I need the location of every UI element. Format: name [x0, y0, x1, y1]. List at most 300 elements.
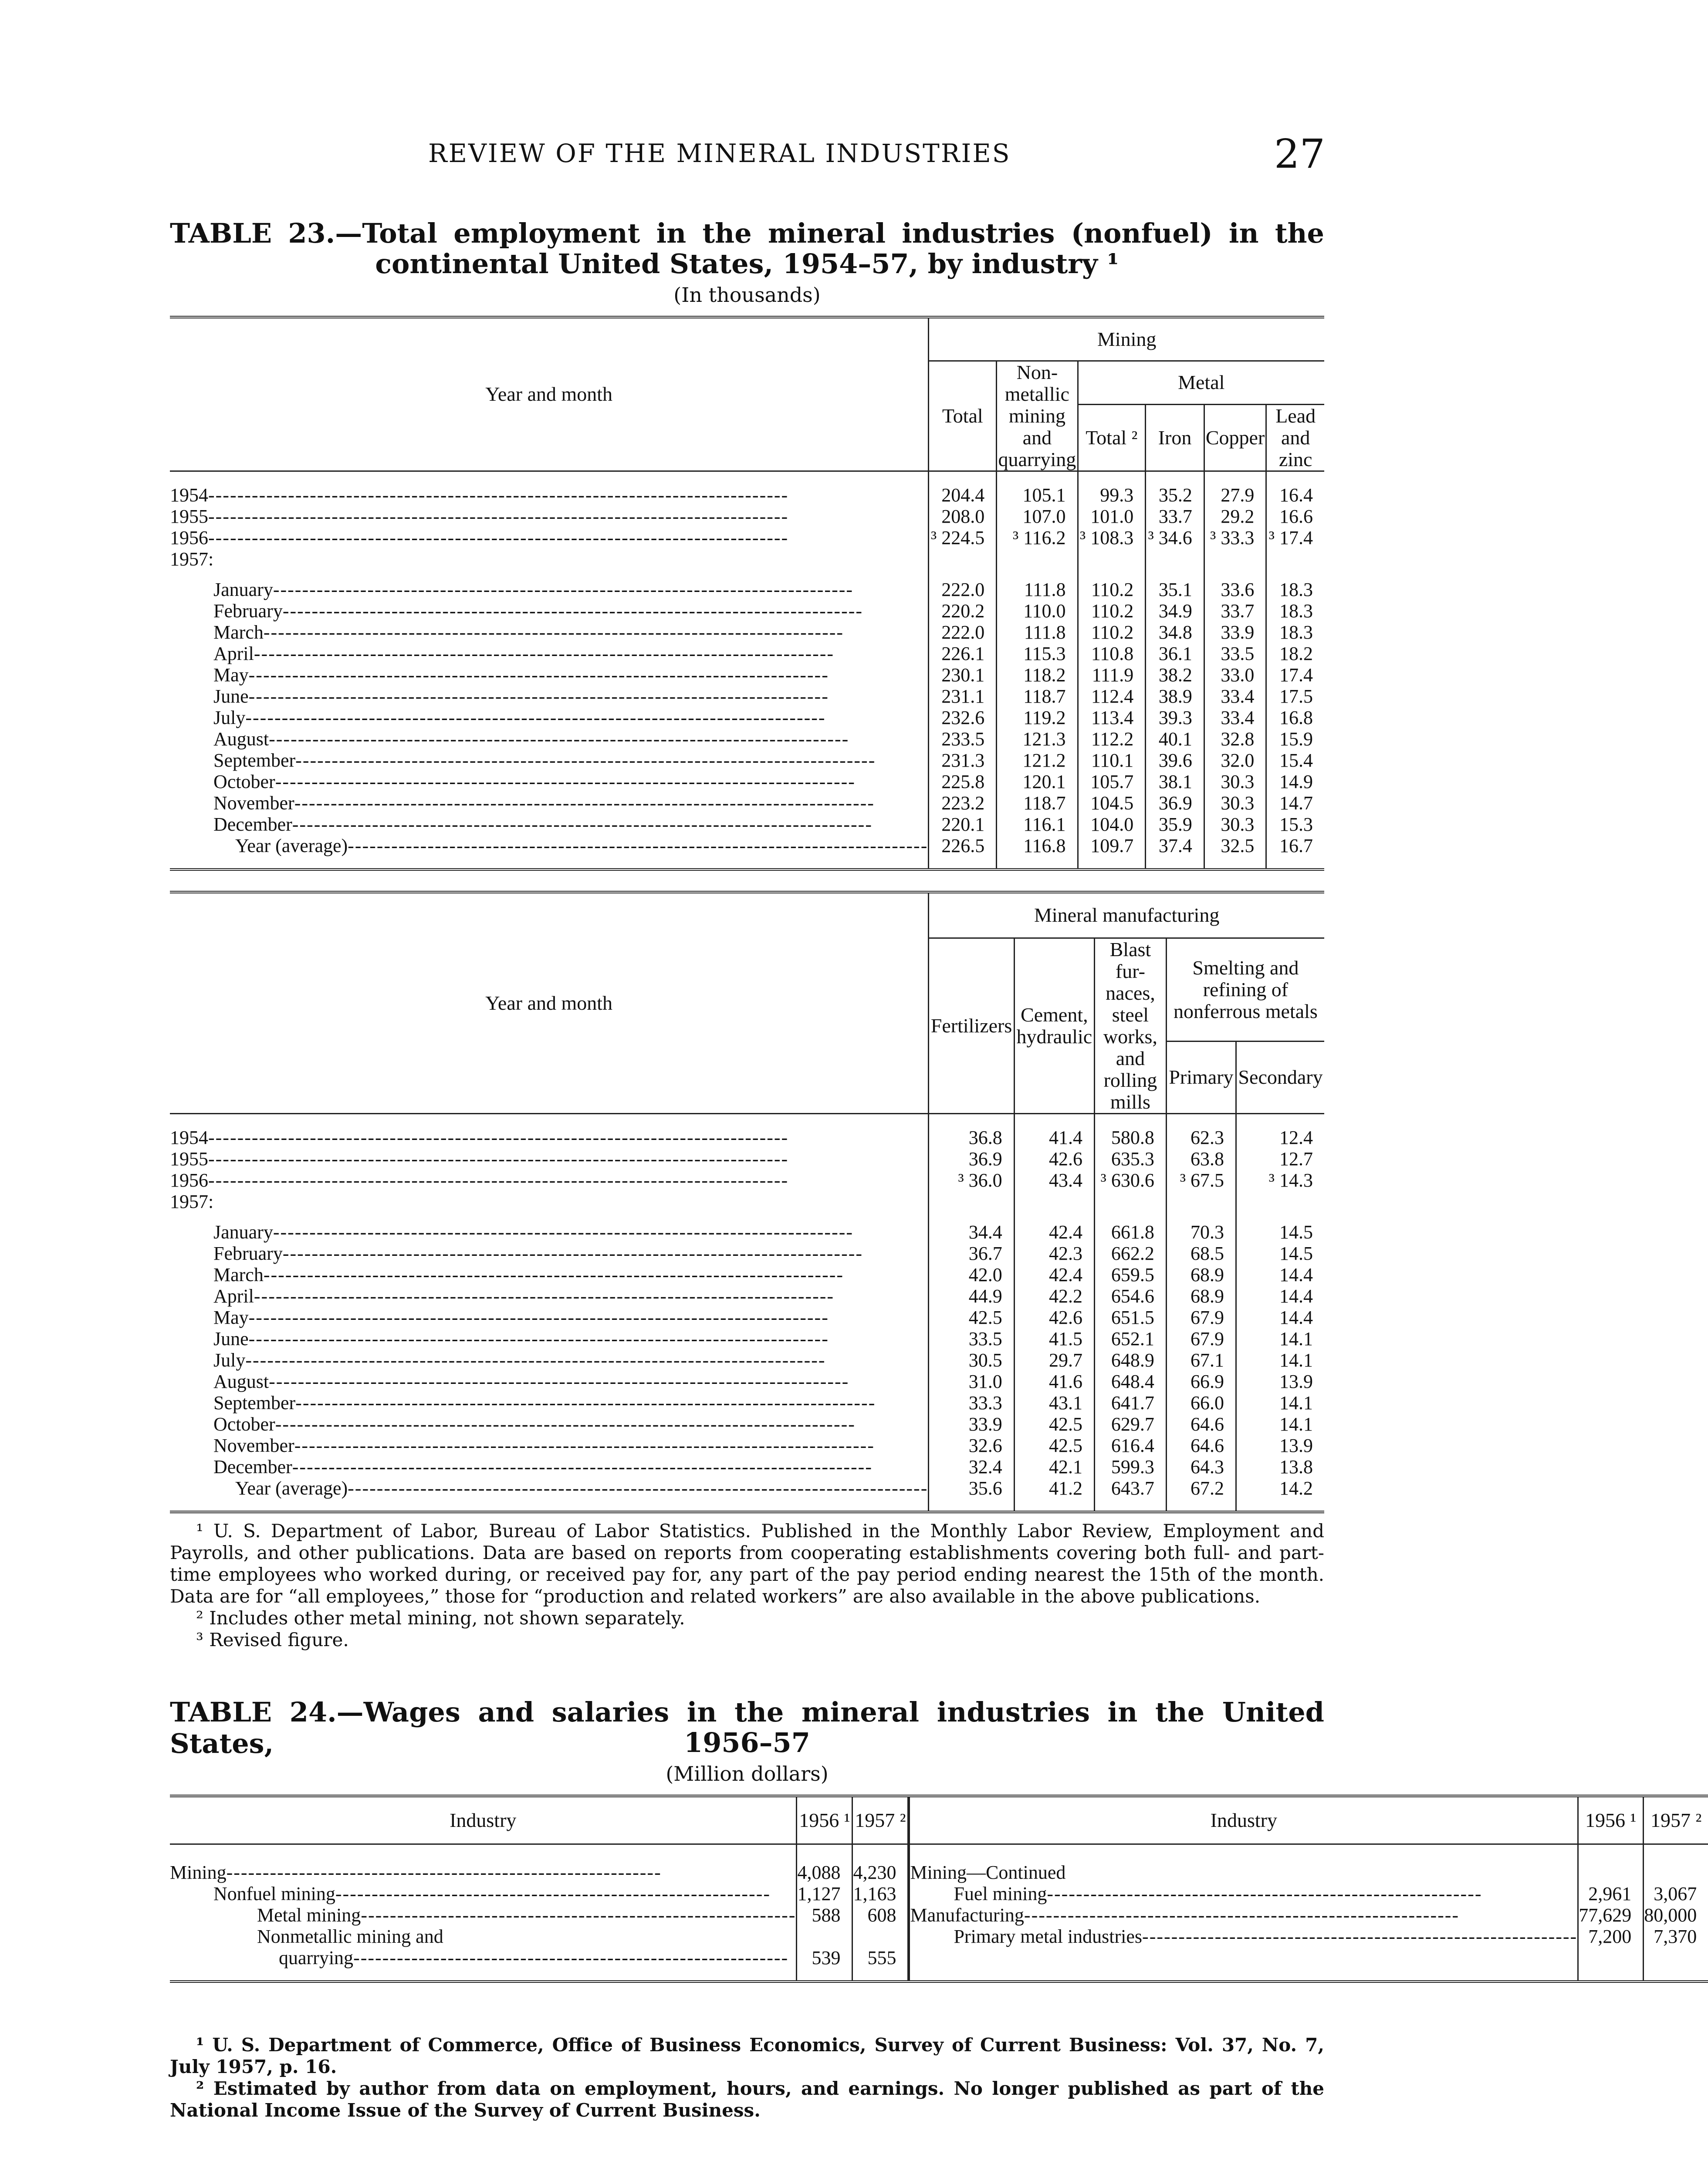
- part1-cell: 230.1: [929, 664, 997, 686]
- part2-cell: 41.5: [1014, 1328, 1094, 1349]
- part1-row-label: [170, 750, 929, 771]
- part1-row: [170, 471, 1324, 506]
- table24-footnotes: [170, 2034, 1324, 2121]
- part1-cell: 33.7: [1146, 506, 1204, 527]
- part1-cell: 16.8: [1266, 707, 1324, 728]
- part2-cell: 31.0: [929, 1371, 1014, 1392]
- part1-cell: 16.4: [1266, 471, 1324, 506]
- part2-row-label: [170, 1456, 929, 1478]
- t24-right-label: [910, 1926, 1578, 1947]
- part2-row: [170, 1349, 1324, 1371]
- part2-cell: 661.8: [1094, 1212, 1166, 1243]
- part1-row-label: [170, 771, 929, 792]
- part1-cell: 113.4: [1078, 707, 1146, 728]
- part2-row-label-text: November: [213, 1435, 294, 1456]
- col-fertilizers: Fertilizers: [929, 938, 1014, 1113]
- part2-cell: [1014, 1191, 1094, 1212]
- part1-cell: 112.2: [1078, 728, 1146, 750]
- dot-leader: --------------------------------------------------------------------------------: [254, 1285, 835, 1307]
- t24-right-value: 2,961: [1578, 1883, 1644, 1904]
- dot-leader: ------------------------------------------------------------: [1024, 1904, 1460, 1926]
- part1-row: [170, 600, 1324, 622]
- part2-cell: 654.6: [1094, 1285, 1166, 1307]
- part2-cell: 14.5: [1236, 1212, 1324, 1243]
- part1-cell: 118.7: [997, 686, 1078, 707]
- col-total: Total: [929, 361, 997, 471]
- part2-cell: 13.9: [1236, 1435, 1324, 1456]
- dot-leader: --------------------------------------------------------------------------------: [208, 1170, 789, 1191]
- part2-cell: 42.6: [1014, 1307, 1094, 1328]
- part1-cell: 232.6: [929, 707, 997, 728]
- part2-cell: 29.7: [1014, 1349, 1094, 1371]
- part1-row-label-text: October: [213, 771, 275, 792]
- t24-left-label-text: Nonfuel mining: [213, 1883, 335, 1904]
- part2-row-label-text: February: [213, 1243, 283, 1264]
- part2-cell: 14.4: [1236, 1264, 1324, 1285]
- part2-cell: ³ 67.5: [1166, 1170, 1236, 1191]
- part1-cell: 110.1: [1078, 750, 1146, 771]
- part1-cell: 16.6: [1266, 506, 1324, 527]
- part2-cell: 43.4: [1014, 1170, 1094, 1191]
- part2-row: [170, 1113, 1324, 1148]
- part1-row-label-text: November: [213, 792, 294, 814]
- part1-row-label-text: 1954: [170, 484, 208, 506]
- part1-cell: 35.2: [1146, 471, 1204, 506]
- dot-leader: --------------------------------------------------------------------------------: [292, 814, 873, 835]
- part2-row-label: [170, 1371, 929, 1392]
- part1-row-label-text: July: [213, 707, 246, 728]
- part2-row-label-text: Year (average): [235, 1478, 348, 1499]
- part2-row: [170, 1285, 1324, 1307]
- part1-cell: 107.0: [997, 506, 1078, 527]
- part1-cell: 226.5: [929, 835, 997, 856]
- part2-row-label-text: 1957:: [170, 1191, 214, 1212]
- dot-leader: --------------------------------------------------------------------------------: [348, 1478, 928, 1499]
- t24-right-value: 3,067: [1644, 1883, 1708, 1904]
- part2-row: [170, 1307, 1324, 1328]
- part1-cell: 112.4: [1078, 686, 1146, 707]
- part2-cell: 62.3: [1166, 1113, 1236, 1148]
- part1-row-label-text: August: [213, 728, 269, 750]
- part2-row-label: [170, 1349, 929, 1371]
- part2-row-label: [170, 1307, 929, 1328]
- dot-leader: --------------------------------------------------------------------------------: [295, 1392, 876, 1414]
- t24-right-label-text: Fuel mining: [954, 1883, 1047, 1904]
- part1-cell: 121.3: [997, 728, 1078, 750]
- part1-cell: 36.1: [1146, 643, 1204, 664]
- part1-cell: 99.3: [1078, 471, 1146, 506]
- part2-cell: 42.5: [1014, 1435, 1094, 1456]
- part1-row-label-text: 1956: [170, 527, 208, 548]
- part2-cell: 43.1: [1014, 1392, 1094, 1414]
- part1-cell: 35.9: [1146, 814, 1204, 835]
- part1-cell: [997, 548, 1078, 570]
- t24-right-value: [1644, 1844, 1708, 1883]
- dot-leader: --------------------------------------------------------------------------------: [208, 506, 789, 527]
- part2-cell: 42.4: [1014, 1212, 1094, 1243]
- t24-empty: [910, 1947, 1578, 1968]
- part1-cell: 116.1: [997, 814, 1078, 835]
- part2-cell: 659.5: [1094, 1264, 1166, 1285]
- dot-leader: ------------------------------------------------------------: [1142, 1926, 1578, 1947]
- t24-bottom-rule: [170, 1968, 1708, 1982]
- part2-cell: 652.1: [1094, 1328, 1166, 1349]
- t24-left-value: 1,163: [852, 1883, 908, 1904]
- part2-cell: [1094, 1191, 1166, 1212]
- part1-row-label: [170, 471, 929, 506]
- col-cement: Cement, hydraulic: [1014, 938, 1094, 1113]
- part1-cell: 226.1: [929, 643, 997, 664]
- part2-subgroup-smelting: Smelting and refining of nonferrous metals: [1166, 938, 1324, 1041]
- dot-leader: --------------------------------------------------------------------------------: [348, 835, 928, 856]
- part1-row-label-text: March: [213, 622, 264, 643]
- part2-cell: 662.2: [1094, 1243, 1166, 1264]
- part2-cell: 42.0: [929, 1264, 1014, 1285]
- dot-leader: --------------------------------------------------------------------------------: [245, 1349, 826, 1371]
- part2-row-label: [170, 1170, 929, 1191]
- part2-row-label-text: December: [213, 1456, 292, 1478]
- part1-cell: [1078, 548, 1146, 570]
- part2-cell: 32.4: [929, 1456, 1014, 1478]
- part1-row: [170, 686, 1324, 707]
- part1-row-label-text: April: [213, 643, 254, 664]
- part1-cell: 27.9: [1204, 471, 1266, 506]
- part1-row-label: [170, 814, 929, 835]
- t24-left-label: [170, 1947, 797, 1968]
- t24-left-value: 539: [797, 1947, 852, 1968]
- page-number: 27: [1274, 131, 1325, 177]
- part1-row: [170, 527, 1324, 548]
- dot-leader: --------------------------------------------------------------------------------: [294, 792, 875, 814]
- part1-cell: 110.8: [1078, 643, 1146, 664]
- part1-cell: 115.3: [997, 643, 1078, 664]
- part1-row-label-text: June: [213, 686, 249, 707]
- part1-row-label-text: February: [213, 600, 283, 622]
- part1-row-label: [170, 835, 929, 856]
- part1-cell: [1204, 548, 1266, 570]
- part2-cell: 14.5: [1236, 1243, 1324, 1264]
- part2-cell: 651.5: [1094, 1307, 1166, 1328]
- part2-row: [170, 1264, 1324, 1285]
- part1-cell: 32.5: [1204, 835, 1266, 856]
- part2-row: [170, 1148, 1324, 1170]
- part1-cell: ³ 224.5: [929, 527, 997, 548]
- part1-cell: 39.6: [1146, 750, 1204, 771]
- part1-cell: 111.8: [997, 570, 1078, 600]
- part2-cell: ³ 630.6: [1094, 1170, 1166, 1191]
- part2-row-label-text: August: [213, 1371, 269, 1392]
- part2-cell: 33.9: [929, 1414, 1014, 1435]
- part2-cell: 33.3: [929, 1392, 1014, 1414]
- part2-row: [170, 1212, 1324, 1243]
- part2-cell: 67.2: [1166, 1478, 1236, 1499]
- part1-row-label: [170, 728, 929, 750]
- part1-cell: 15.3: [1266, 814, 1324, 835]
- t24-left-label-text: quarrying: [279, 1947, 354, 1968]
- part2-row-label-text: May: [213, 1307, 249, 1328]
- dot-leader: ------------------------------------------------------------: [361, 1904, 796, 1926]
- dot-leader: --------------------------------------------------------------------------------: [208, 527, 789, 548]
- part1-cell: 204.4: [929, 471, 997, 506]
- part1-stub-header: Year and month: [485, 383, 613, 406]
- part2-stub-header: Year and month: [485, 991, 613, 1014]
- col-lead-zinc: Lead and zinc: [1266, 404, 1324, 471]
- part2-row: [170, 1392, 1324, 1414]
- part1-row: [170, 622, 1324, 643]
- part1-row: [170, 664, 1324, 686]
- part1-row-label-text: Year (average): [235, 835, 348, 856]
- table23-footnote-2: ² Includes other metal mining, not shown separately.: [196, 1607, 685, 1629]
- part1-cell: 18.2: [1266, 643, 1324, 664]
- part2-cell: 36.7: [929, 1243, 1014, 1264]
- part2-cell: 42.1: [1014, 1456, 1094, 1478]
- part2-row: [170, 1243, 1324, 1264]
- part2-cell: 616.4: [1094, 1435, 1166, 1456]
- part2-row-label: [170, 1435, 929, 1456]
- running-title: REVIEW OF THE MINERAL INDUSTRIES: [428, 139, 1011, 168]
- t24-left-label-text: Mining: [170, 1862, 227, 1883]
- part1-cell: 34.9: [1146, 600, 1204, 622]
- part2-cell: 13.9: [1236, 1371, 1324, 1392]
- part1-cell: 105.7: [1078, 771, 1146, 792]
- part2-cell: 67.1: [1166, 1349, 1236, 1371]
- part1-cell: 231.1: [929, 686, 997, 707]
- part2-row-label-text: April: [213, 1285, 254, 1307]
- part2-cell: 41.2: [1014, 1478, 1094, 1499]
- t24-row: [170, 1947, 1708, 1968]
- part1-cell: ³ 34.6: [1146, 527, 1204, 548]
- part1-cell: 18.3: [1266, 600, 1324, 622]
- part2-cell: 68.5: [1166, 1243, 1236, 1264]
- col-metal-total: Total ²: [1078, 404, 1146, 471]
- part1-cell: 32.0: [1204, 750, 1266, 771]
- part1-row-label: [170, 506, 929, 527]
- t24-left-value: 588: [797, 1904, 852, 1926]
- table24-caption-line1: TABLE 24.—Wages and salaries in the mineral industries in the United States,: [170, 1696, 1324, 1759]
- part1-cell: ³ 17.4: [1266, 527, 1324, 548]
- t24-right-industry-header: Industry: [1210, 1809, 1277, 1831]
- part1-cell: [929, 548, 997, 570]
- dot-leader: --------------------------------------------------------------------------------: [248, 686, 829, 707]
- dot-leader: --------------------------------------------------------------------------------: [208, 1127, 789, 1148]
- part1-cell: 38.1: [1146, 771, 1204, 792]
- part1-cell: 39.3: [1146, 707, 1204, 728]
- part2-row-label: [170, 1191, 929, 1212]
- col-copper: Copper: [1204, 404, 1266, 471]
- part1-cell: 38.9: [1146, 686, 1204, 707]
- dot-leader: --------------------------------------------------------------------------------: [248, 1307, 829, 1328]
- part2-row-label-text: 1955: [170, 1148, 208, 1170]
- part2-cell: 42.5: [1014, 1414, 1094, 1435]
- t24-left-value: [852, 1926, 908, 1947]
- part1-row: [170, 728, 1324, 750]
- part1-cell: 111.8: [997, 622, 1078, 643]
- part1-cell: 233.5: [929, 728, 997, 750]
- part1-row-label-text: May: [213, 664, 249, 686]
- part1-cell: 110.0: [997, 600, 1078, 622]
- part2-cell: 35.6: [929, 1478, 1014, 1499]
- part2-row-label: [170, 1212, 929, 1243]
- t24-row: [170, 1844, 1708, 1883]
- part2-cell: 641.7: [1094, 1392, 1166, 1414]
- t24-left-label: [170, 1844, 797, 1883]
- part2-row-label-text: January: [213, 1221, 273, 1243]
- t24-right-value: [1578, 1844, 1644, 1883]
- dot-leader: --------------------------------------------------------------------------------: [263, 622, 844, 643]
- part1-row: [170, 570, 1324, 600]
- part1-cell: 29.2: [1204, 506, 1266, 527]
- part1-cell: 32.8: [1204, 728, 1266, 750]
- part1-cell: 101.0: [1078, 506, 1146, 527]
- part1-group-mining: Mining: [929, 317, 1324, 361]
- part1-row-label-text: 1957:: [170, 548, 214, 570]
- part2-row-label: [170, 1478, 929, 1499]
- part1-cell: 121.2: [997, 750, 1078, 771]
- part2-row-label: [170, 1113, 929, 1148]
- part1-subgroup-metal: Metal: [1078, 361, 1324, 404]
- table24-footnote-2: ² Estimated by author from data on employment, hours, and earnings. No longer published as part of the National Income Issue of the Survey of Current Business.: [170, 2078, 1324, 2121]
- part1-row: [170, 792, 1324, 814]
- part2-row-label-text: 1954: [170, 1127, 208, 1148]
- part1-cell: 223.2: [929, 792, 997, 814]
- t24-right-value: 77,629: [1578, 1904, 1644, 1926]
- table24-unit: (Million dollars): [666, 1762, 829, 1786]
- table23-unit: (In thousands): [673, 283, 821, 307]
- part2-row-label: [170, 1264, 929, 1285]
- part2-bottom-rule: [170, 1499, 1324, 1512]
- part1-cell: 33.9: [1204, 622, 1266, 643]
- part1-cell: 104.5: [1078, 792, 1146, 814]
- part2-row-label-text: 1956: [170, 1170, 208, 1191]
- part1-cell: ³ 116.2: [997, 527, 1078, 548]
- dot-leader: --------------------------------------------------------------------------------: [294, 1435, 875, 1456]
- part1-cell: 17.5: [1266, 686, 1324, 707]
- dot-leader: --------------------------------------------------------------------------------: [208, 484, 789, 506]
- part1-cell: 35.1: [1146, 570, 1204, 600]
- t24-right-label-text: Primary metal industries: [954, 1926, 1143, 1947]
- part2-cell: ³ 36.0: [929, 1170, 1014, 1191]
- dot-leader: --------------------------------------------------------------------------------: [245, 707, 826, 728]
- table24-caption-line2: 1956–57: [684, 1727, 810, 1759]
- part1-cell: 220.1: [929, 814, 997, 835]
- part1-cell: 120.1: [997, 771, 1078, 792]
- part1-row: [170, 643, 1324, 664]
- t24-right-label-text: Mining—Continued: [910, 1862, 1066, 1883]
- t24-right-value: 7,200: [1578, 1926, 1644, 1947]
- part1-row: [170, 835, 1324, 856]
- part1-cell: 15.4: [1266, 750, 1324, 771]
- part2-row: [170, 1371, 1324, 1392]
- part2-cell: 14.1: [1236, 1349, 1324, 1371]
- part2-group-manufacturing: Mineral manufacturing: [929, 892, 1324, 938]
- part2-cell: 12.4: [1236, 1113, 1324, 1148]
- part1-cell: 116.8: [997, 835, 1078, 856]
- t24-row: [170, 1883, 1708, 1904]
- t24-left-1956-header: 1956 ¹: [797, 1796, 852, 1844]
- part1-cell: ³ 108.3: [1078, 527, 1146, 548]
- part2-row-label: [170, 1328, 929, 1349]
- part2-cell: 599.3: [1094, 1456, 1166, 1478]
- t24-left-value: 608: [852, 1904, 908, 1926]
- part1-cell: 15.9: [1266, 728, 1324, 750]
- part1-cell: 14.7: [1266, 792, 1324, 814]
- part1-cell: 34.8: [1146, 622, 1204, 643]
- part2-cell: 643.7: [1094, 1478, 1166, 1499]
- part2-cell: 42.3: [1014, 1243, 1094, 1264]
- table23-part1: [170, 316, 1324, 871]
- table24: [170, 1795, 1708, 1983]
- t24-left-value: [797, 1926, 852, 1947]
- table23-caption-line2: continental United States, 1954–57, by industry ¹: [375, 248, 1119, 280]
- part1-row-label-text: 1955: [170, 506, 208, 527]
- part2-row-label-text: September: [213, 1392, 296, 1414]
- part2-cell: 64.6: [1166, 1414, 1236, 1435]
- part2-cell: 14.4: [1236, 1285, 1324, 1307]
- t24-left-value: 4,230: [852, 1844, 908, 1883]
- part1-cell: 33.4: [1204, 686, 1266, 707]
- part1-cell: 119.2: [997, 707, 1078, 728]
- part2-cell: 44.9: [929, 1285, 1014, 1307]
- part2-cell: 14.1: [1236, 1328, 1324, 1349]
- part2-cell: 13.8: [1236, 1456, 1324, 1478]
- part1-row-label: [170, 792, 929, 814]
- part2-cell: 635.3: [1094, 1148, 1166, 1170]
- part1-cell: 33.5: [1204, 643, 1266, 664]
- table23-footnotes: [170, 1520, 1324, 1651]
- part1-cell: 220.2: [929, 600, 997, 622]
- dot-leader: --------------------------------------------------------------------------------: [282, 1243, 863, 1264]
- part2-cell: 68.9: [1166, 1264, 1236, 1285]
- t24-left-label-text: Nonmetallic mining and: [257, 1926, 443, 1947]
- part1-row-label: [170, 664, 929, 686]
- part1-cell: 30.3: [1204, 771, 1266, 792]
- t24-left-label: [170, 1883, 797, 1904]
- t24-left-industry-header: Industry: [450, 1809, 517, 1831]
- part1-row-label: [170, 548, 929, 570]
- dot-leader: --------------------------------------------------------------------------------: [275, 1414, 856, 1435]
- dot-leader: --------------------------------------------------------------------------------: [275, 771, 856, 792]
- part2-cell: 42.5: [929, 1307, 1014, 1328]
- t24-right-1956-header: 1956 ¹: [1578, 1796, 1644, 1844]
- part1-cell: 33.6: [1204, 570, 1266, 600]
- t24-empty: [1578, 1947, 1644, 1968]
- part2-cell: 648.9: [1094, 1349, 1166, 1371]
- part2-cell: 14.4: [1236, 1307, 1324, 1328]
- t24-left-label: [170, 1926, 797, 1947]
- t24-left-label: [170, 1904, 797, 1926]
- part2-row: [170, 1328, 1324, 1349]
- part1-cell: 222.0: [929, 570, 997, 600]
- part1-cell: 40.1: [1146, 728, 1204, 750]
- part1-cell: [1266, 548, 1324, 570]
- dot-leader: --------------------------------------------------------------------------------: [273, 579, 854, 600]
- part1-cell: 225.8: [929, 771, 997, 792]
- part1-cell: 18.3: [1266, 622, 1324, 643]
- part1-row: [170, 707, 1324, 728]
- table23-footnote-1: ¹ U. S. Department of Labor, Bureau of Labor Statistics. Published in the Monthly Labor Review, Employment and Payrolls, and other publications. Data are based on reports from cooperating establishments covering both full- and part-time employees who worked during, or received pay for, any part of the pay period ending nearest the 15th of the month. Data are for “all employees,” those for “production and related workers” are also available in the above publications.: [170, 1520, 1324, 1607]
- part1-cell: 105.1: [997, 471, 1078, 506]
- part1-cell: 17.4: [1266, 664, 1324, 686]
- part2-cell: [1236, 1191, 1324, 1212]
- dot-leader: ------------------------------------------------------------: [353, 1947, 789, 1968]
- part2-cell: 30.5: [929, 1349, 1014, 1371]
- t24-right-label-text: Manufacturing: [910, 1904, 1024, 1926]
- t24-left-value: 555: [852, 1947, 908, 1968]
- table23-part2: [170, 891, 1324, 1513]
- dot-leader: ------------------------------------------------------------: [1047, 1883, 1482, 1904]
- t24-left-1957-header: 1957 ²: [852, 1796, 908, 1844]
- part1-cell: 30.3: [1204, 792, 1266, 814]
